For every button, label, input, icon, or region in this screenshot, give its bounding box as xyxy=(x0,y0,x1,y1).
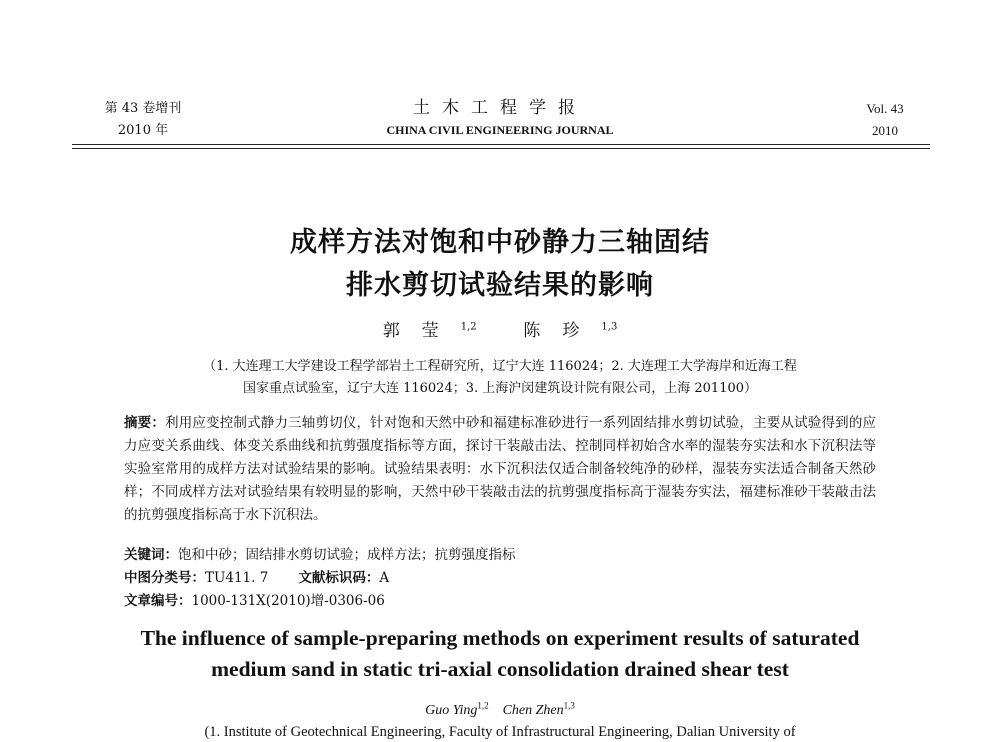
year-label: 2010 年 xyxy=(117,123,169,138)
header-right xyxy=(855,98,915,142)
classification-value: TU411. 7 xyxy=(205,570,269,586)
year-right-label: 2010 xyxy=(872,123,898,138)
author-en-name: Chen Zhen xyxy=(502,702,564,718)
abstract-label: 摘要： xyxy=(124,415,166,431)
header-rule-top xyxy=(72,144,930,145)
authors-cn xyxy=(0,316,1000,341)
article-number xyxy=(124,589,385,609)
author-en-sup: 1,2 xyxy=(477,700,489,710)
title-en xyxy=(60,623,940,685)
affiliation-cn xyxy=(130,356,870,400)
author-cn-sup: 1,2 xyxy=(460,321,477,333)
affiliation-en-line1: (1. Institute of Geotechnical Engineering, Faculty of Infrastructural Engineering, Dalian University of xyxy=(204,724,796,740)
doc-code-label: 文献标识码： xyxy=(298,570,380,586)
keywords xyxy=(124,543,516,563)
title-cn-line1: 成样方法对饱和中砂静力三轴固结 xyxy=(290,227,710,258)
title-cn-line2: 排水剪切试验结果的影响 xyxy=(346,270,654,301)
author-cn-1 xyxy=(383,321,477,341)
vol-label: Vol. 43 xyxy=(866,101,904,116)
keywords-text: 饱和中砂；固结排水剪切试验；成样方法；抗剪强度指标 xyxy=(178,547,516,563)
doc-code-value: A xyxy=(379,570,390,586)
author-en-1 xyxy=(425,700,489,718)
author-en-name: Guo Ying xyxy=(425,702,478,718)
article-number-label: 文章编号： xyxy=(124,593,192,609)
title-en-line1: The influence of sample-preparing methods on experiment results of saturated xyxy=(140,626,860,650)
title-en-line2: medium sand in static tri-axial consolidation drained shear test xyxy=(211,657,789,681)
author-cn-2 xyxy=(523,321,617,341)
header-left xyxy=(88,98,198,142)
article-number-value: 1000-131X(2010)增-0306-06 xyxy=(191,593,385,609)
classification xyxy=(124,566,389,586)
author-cn-name: 陈珍 xyxy=(523,321,602,341)
volume-label: 第 43 卷增刊 xyxy=(104,101,182,116)
author-en-sup: 1,3 xyxy=(563,700,575,710)
authors-en xyxy=(0,700,1000,719)
affiliation-cn-line1: （1. 大连理工大学建设工程学部岩土工程研究所，辽宁大连 116024；2. 大连理工大学海岸和近海工程 xyxy=(203,359,797,374)
classification-label: 中图分类号： xyxy=(124,570,205,586)
journal-title-en: CHINA CIVIL ENGINEERING JOURNAL xyxy=(386,123,614,137)
abstract-text: 利用应变控制式静力三轴剪切仪，针对饱和天然中砂和福建标准砂进行一系列固结排水剪切试验，主要从试验得到的应力应变关系曲线、体变关系曲线和抗剪强度指标等方面，探讨干装敲击法、控制同样初始含水率的湿装夯实法和水下沉积法等实验室常用的成样方法对试验结果的影响。试验结果表明：水下沉积法仅适合制备较纯净的砂样，湿装夯实法适合制备天然砂样；不同成样方法对试验结果有较明显的影响，天然中砂干装敲击法的抗剪强度指标高于湿装夯实法，福建标准砂干装敲击法的抗剪强度指标高于水下沉积法。 xyxy=(124,415,877,523)
journal-title-cn: 土木工程学报 xyxy=(413,98,587,118)
keywords-label: 关键词： xyxy=(124,547,178,563)
author-cn-sup: 1,3 xyxy=(601,321,618,333)
author-en-2 xyxy=(502,700,575,718)
header-rule-bottom xyxy=(72,148,930,149)
abstract xyxy=(124,412,876,527)
author-cn-name: 郭莹 xyxy=(382,321,461,341)
header-center xyxy=(300,96,700,140)
affiliation-cn-line2: 国家重点试验室，辽宁大连 116024；3. 上海沪闵建筑设计院有限公司，上海 201100） xyxy=(242,381,758,396)
